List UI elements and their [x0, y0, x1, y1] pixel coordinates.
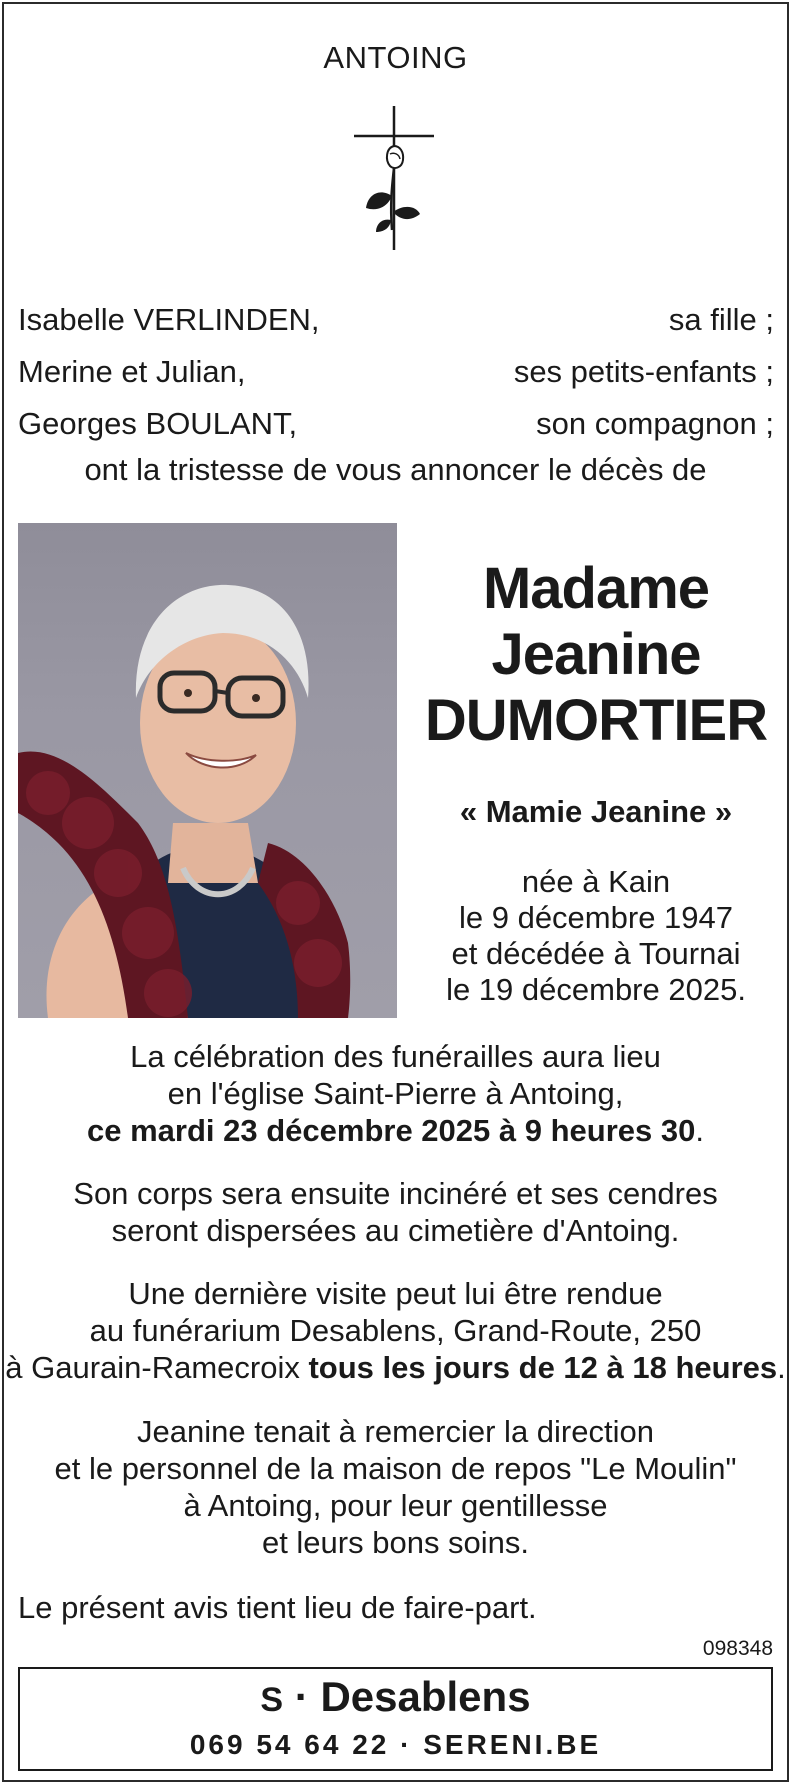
town-heading: ANTOING [323, 40, 468, 75]
portrait-illustration [18, 523, 397, 1018]
visit-paragraph [0, 1275, 791, 1386]
birth-line: le 19 décembre 2025. [446, 972, 746, 1007]
thanks-line: à Antoing, pour leur gentillesse [183, 1488, 608, 1523]
closing-note: Le présent avis tient lieu de faire-part. [18, 1590, 537, 1625]
birth-line: et décédée à Tournai [451, 936, 741, 971]
family-member-relation: son compagnon ; [536, 406, 774, 441]
deceased-title: Madame [482, 556, 710, 621]
deceased-name-block [420, 556, 772, 754]
birth-death-details [420, 864, 772, 1008]
family-row [18, 302, 774, 354]
family-member-name: Isabelle VERLINDEN, [18, 302, 320, 337]
funeral-home-box [18, 1667, 773, 1771]
deceased-first-name: Jeanine [491, 622, 701, 687]
birth-line: née à Kain [521, 864, 671, 899]
visit-line: au funérarium Desablens, Grand-Route, 250 [89, 1313, 702, 1348]
thanks-paragraph [0, 1413, 791, 1561]
family-row [18, 354, 774, 406]
announcement-text: ont la tristesse de vous annoncer le décès de [84, 452, 707, 487]
family-member-relation: sa fille ; [668, 302, 774, 337]
brand-name: Desablens [320, 1673, 531, 1720]
cremation-paragraph [0, 1175, 791, 1249]
cremation-line: Son corps sera ensuite incinéré et ses cendres [73, 1176, 718, 1211]
family-row [18, 406, 774, 458]
cremation-line: seront dispersées au cimetière d'Antoing. [111, 1213, 680, 1248]
visit-line: à Gaurain-Ramecroix tous les jours de 12 à 18 heures. [5, 1350, 786, 1385]
thanks-line: et leurs bons soins. [261, 1525, 530, 1560]
visit-line: Une dernière visite peut lui être rendue [128, 1276, 663, 1311]
brand-separator: · [294, 1673, 309, 1720]
birth-line: le 9 décembre 1947 [458, 900, 734, 935]
family-member-name: Georges BOULANT, [18, 406, 298, 441]
thanks-line: et le personnel de la maison de repos "Le Moulin" [54, 1451, 737, 1486]
ceremony-paragraph [0, 1038, 791, 1149]
visit-hours: tous les jours de 12 à 18 heures [308, 1350, 778, 1385]
reference-number: 098348 [702, 1637, 773, 1660]
thanks-line: Jeanine tenait à remercier la direction [137, 1414, 654, 1449]
deceased-nickname: « Mamie Jeanine » [459, 794, 733, 829]
family-member-name: Merine et Julian, [18, 354, 246, 389]
ceremony-line: La célébration des funérailles aura lieu [130, 1039, 661, 1074]
family-member-relation: ses petits-enfants ; [513, 354, 774, 389]
ceremony-line: ce mardi 23 décembre 2025 à 9 heures 30. [87, 1113, 704, 1148]
ceremony-date: ce mardi 23 décembre 2025 à 9 heures 30 [87, 1113, 696, 1148]
brand-logo-letter: S [260, 1681, 284, 1719]
cross-rose-icon [352, 104, 436, 252]
deceased-photo [18, 523, 397, 1018]
family-list [18, 302, 774, 458]
funeral-home-contact: 069 54 64 22 · SERENI.BE [189, 1729, 602, 1760]
funeral-home-name [20, 1673, 771, 1721]
ceremony-line: en l'église Saint-Pierre à Antoing, [167, 1076, 624, 1111]
deceased-last-name: DUMORTIER [424, 688, 768, 753]
